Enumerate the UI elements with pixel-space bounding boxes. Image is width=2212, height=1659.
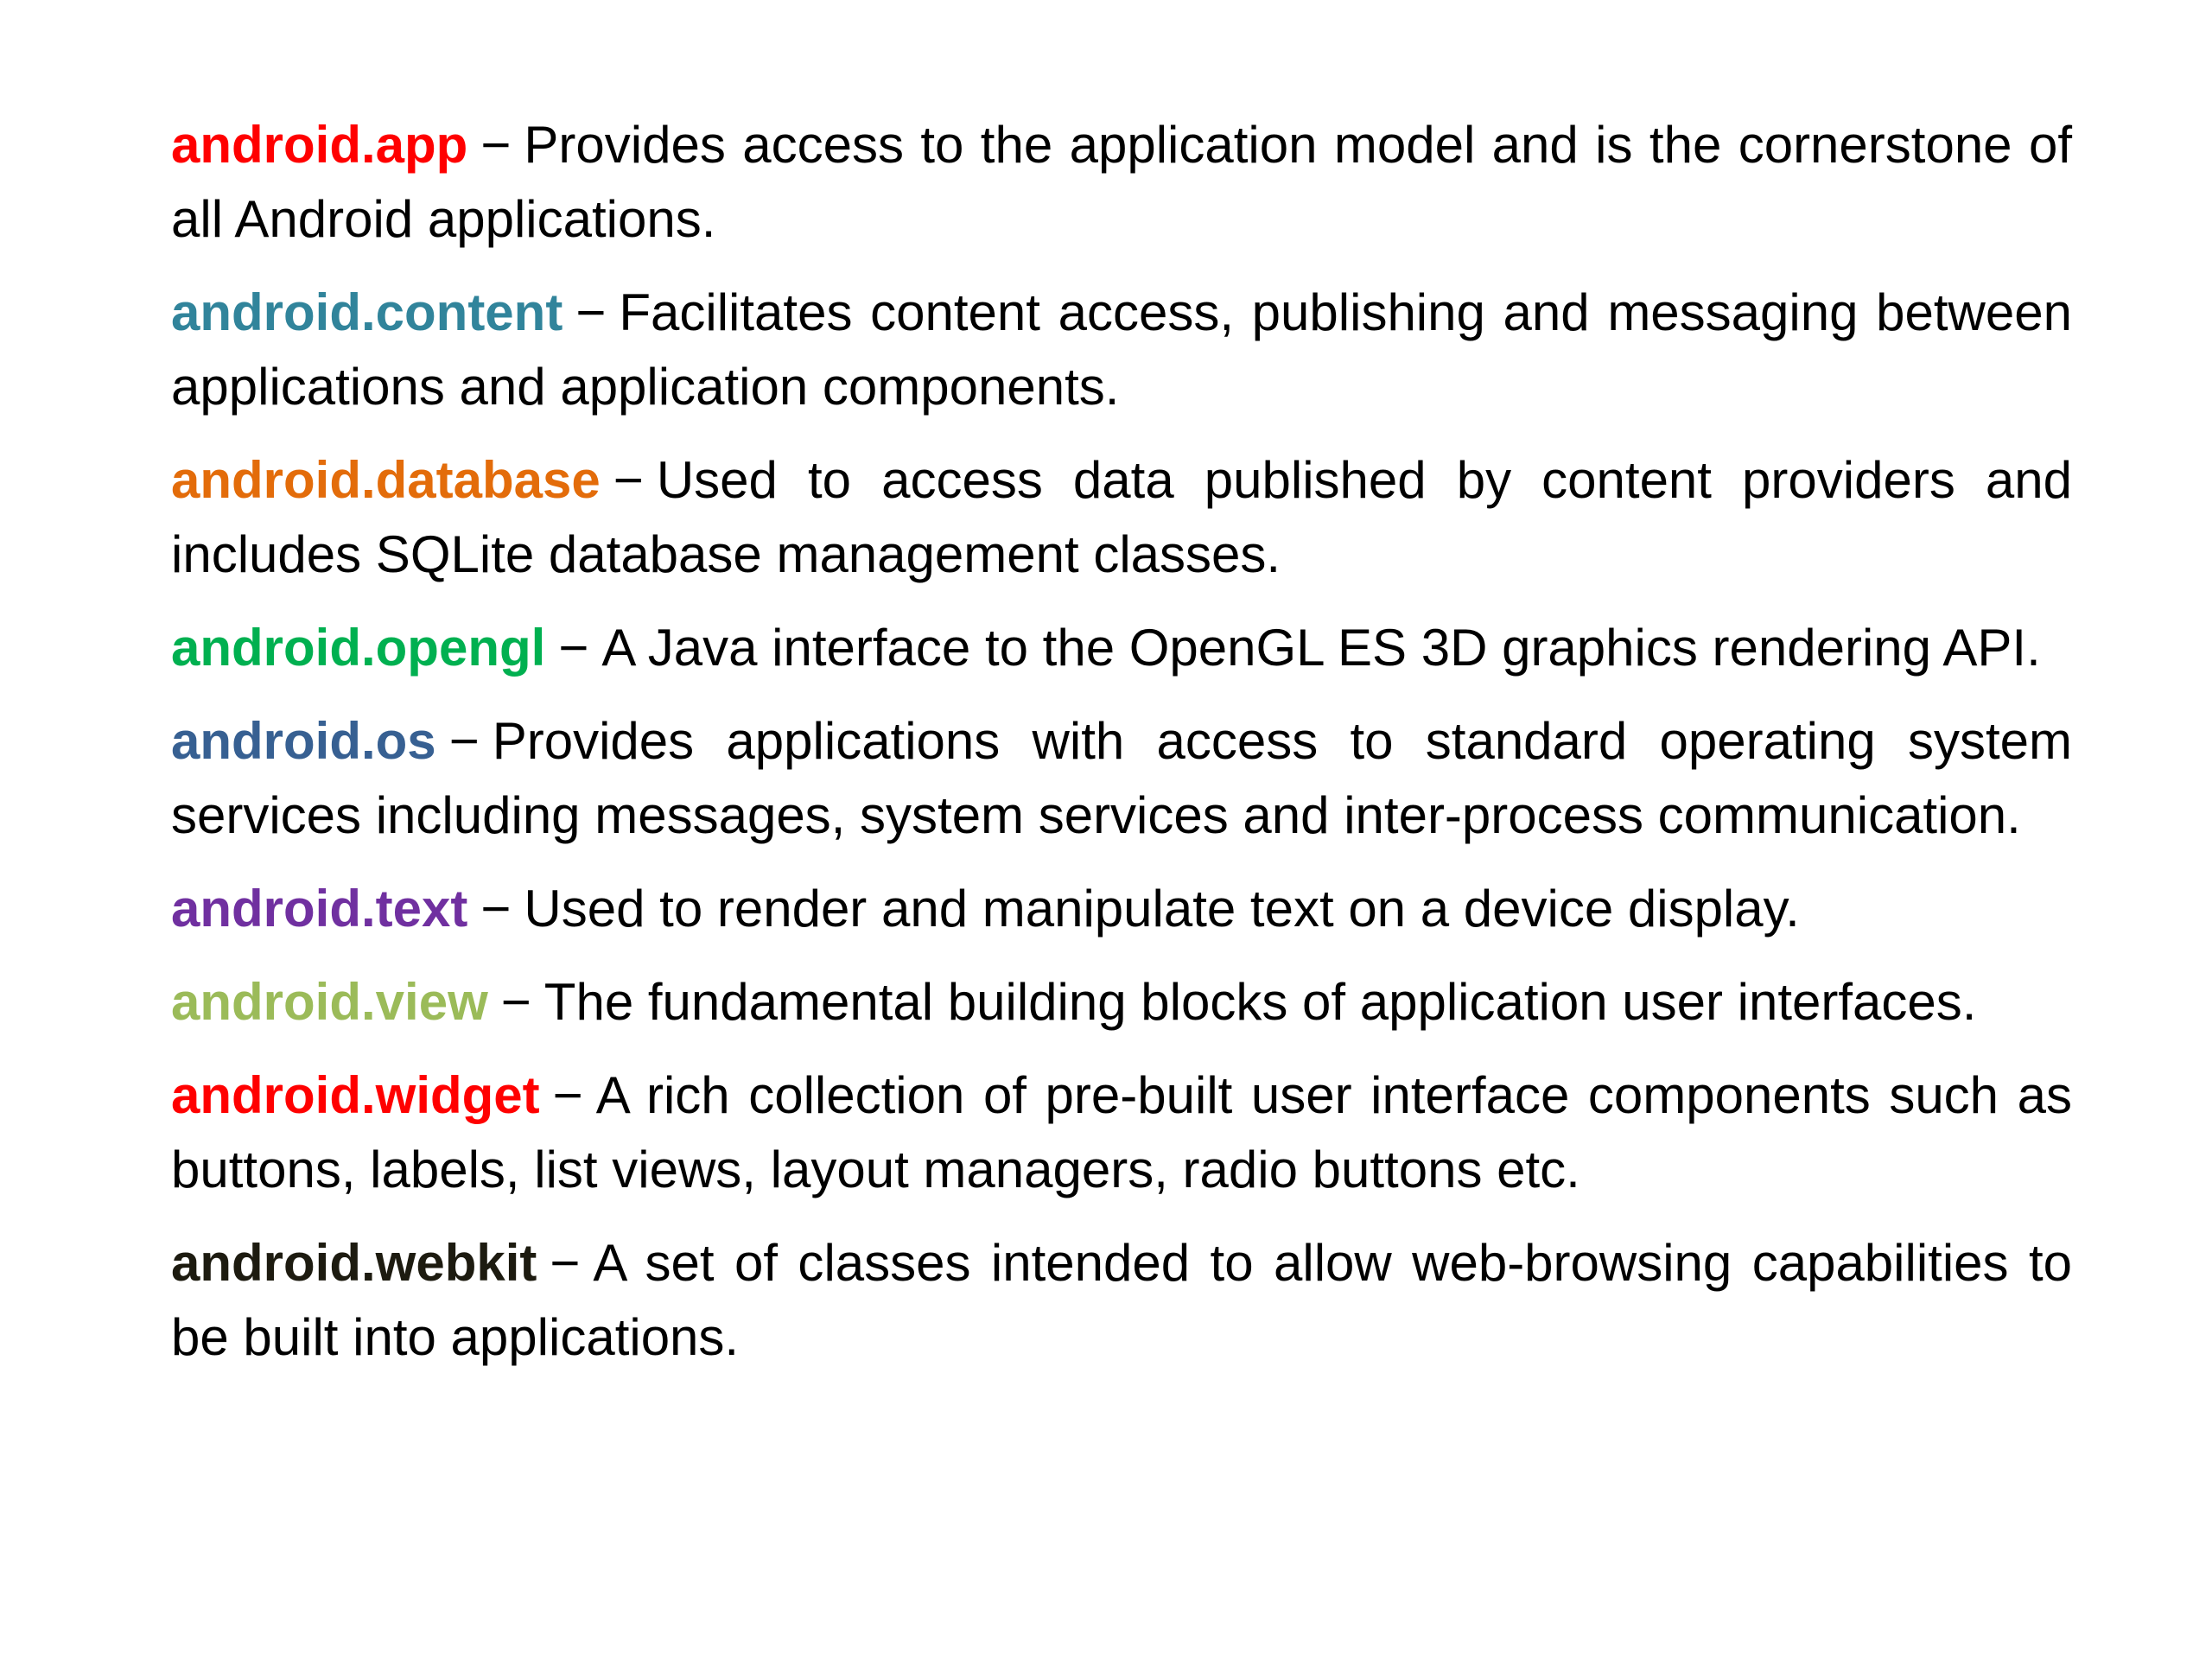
package-description: The fundamental building blocks of application user interfaces. [543, 973, 1977, 1031]
separator: − [480, 116, 512, 174]
package-name: android.opengl [171, 619, 546, 677]
package-entry-view [171, 965, 2072, 1039]
package-entry-app [171, 108, 2072, 257]
package-entry-database [171, 443, 2072, 592]
separator: − [558, 619, 589, 677]
separator: − [500, 973, 531, 1031]
package-description: Used to access data published by content providers and includes SQLite database management classes. [171, 451, 2072, 583]
package-description: A rich collection of pre-built user interface components such as buttons, labels, list views, layout managers, radio buttons etc. [171, 1066, 2072, 1198]
package-entry-os [171, 704, 2072, 853]
separator: − [613, 451, 644, 509]
package-entry-widget [171, 1058, 2072, 1207]
package-name: android.app [171, 116, 468, 174]
package-entry-webkit [171, 1226, 2072, 1375]
package-name: android.database [171, 451, 601, 509]
package-entry-opengl [171, 611, 2072, 685]
package-name: android.widget [171, 1066, 540, 1124]
package-name: android.text [171, 880, 468, 938]
package-description: Used to render and manipulate text on a device display. [524, 880, 1800, 938]
package-entry-content [171, 276, 2072, 424]
package-name: android.webkit [171, 1234, 537, 1292]
package-name: android.os [171, 712, 436, 770]
package-entry-text [171, 872, 2072, 946]
package-name: android.content [171, 283, 563, 341]
package-description: Facilitates content access, publishing and messaging between applications and application components. [171, 283, 2072, 416]
separator: − [448, 712, 480, 770]
package-description: A set of classes intended to allow web-browsing capabilities to be built into applications. [171, 1234, 2072, 1366]
package-name: android.view [171, 973, 488, 1031]
slide-body [171, 108, 2072, 1394]
separator: − [480, 880, 512, 938]
separator: − [552, 1066, 583, 1124]
package-description: Provides access to the application model and is the cornerstone of all Android applications. [171, 116, 2072, 248]
package-description: A Java interface to the OpenGL ES 3D graphics rendering API. [601, 619, 2041, 677]
separator: − [550, 1234, 581, 1292]
separator: − [575, 283, 607, 341]
package-description: Provides applications with access to standard operating system services including messages, system services and inter-process communication. [171, 712, 2072, 844]
